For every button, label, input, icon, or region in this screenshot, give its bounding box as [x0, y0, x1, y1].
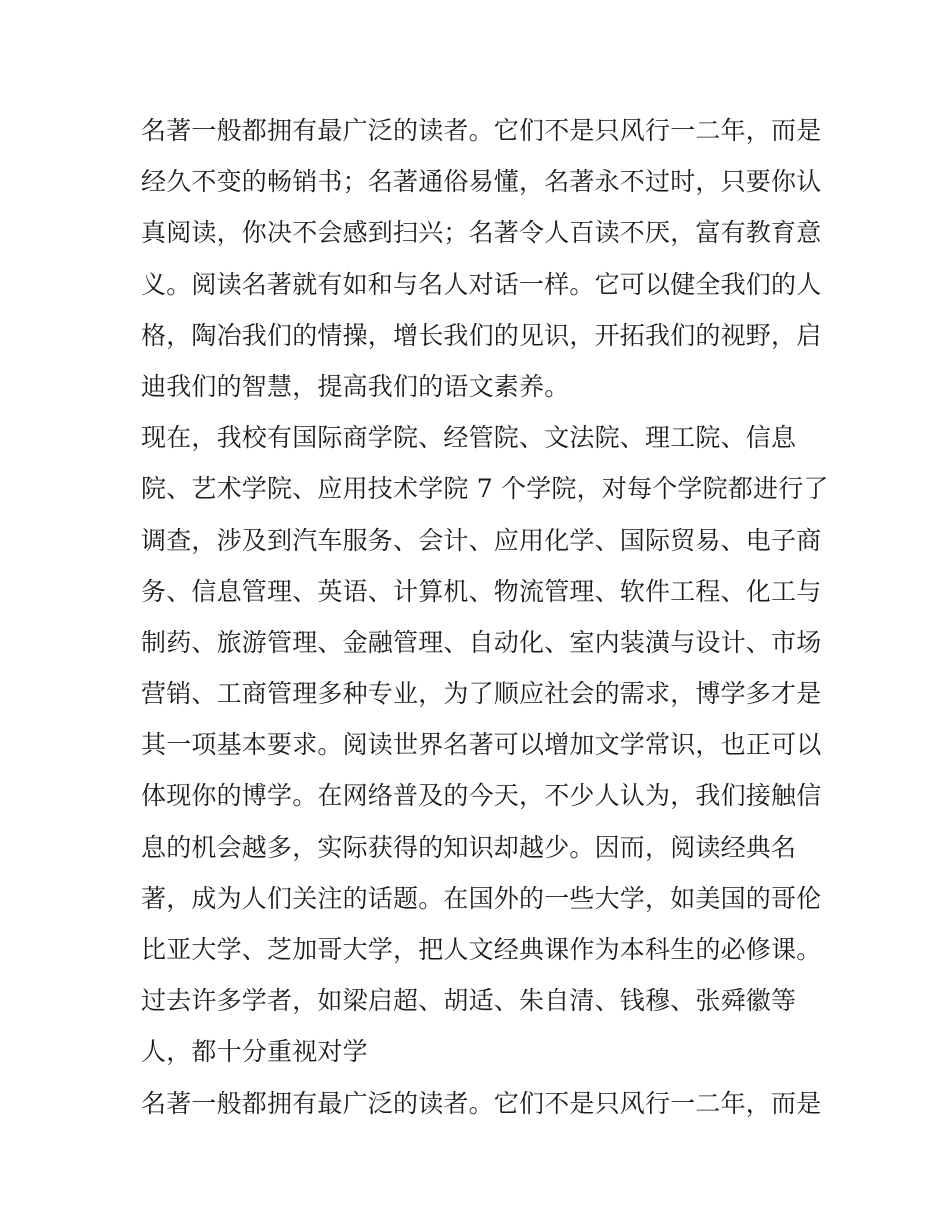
text-line: 营销、工商管理多种专业，为了顺应社会的需求，博学多才是: [141, 679, 822, 709]
text-line: 务、信息管理、英语、计算机、物流管理、软件工程、化工与: [141, 576, 822, 606]
text-line: 比亚大学、芝加哥大学，把人文经典课作为本科生的必修课。: [141, 935, 822, 964]
text-line: 调查，涉及到汽车服务、会计、应用化学、国际贸易、电子商: [141, 525, 822, 555]
text-line: 格，陶冶我们的情操，增长我们的见识，开拓我们的视野，启: [141, 320, 822, 350]
text-line: 过去许多学者，如梁启超、胡适、朱自清、钱穆、张舜徽等: [141, 986, 797, 1016]
text-line: 体现你的博学。在网络普及的今天，不少人认为，我们接触信: [141, 781, 822, 811]
text-line: 息的机会越多，实际获得的知识却越少。因而，阅读经典名: [141, 832, 797, 862]
text-line: 经久不变的畅销书；名著通俗易懂，名著永不过时，只要你认: [141, 167, 822, 197]
text-line: 名著一般都拥有最广泛的读者。它们不是只风行一二年，而是: [141, 116, 822, 145]
text-line: 院、艺术学院、应用技术学院 7 个学院，对每个学院都进行了: [141, 474, 829, 504]
text-line: 义。阅读名著就有如和与名人对话一样。它可以健全我们的人: [141, 269, 822, 299]
text-line: 现在，我校有国际商学院、经管院、文法院、理工院、信息: [141, 423, 797, 453]
text-line: 制药、旅游管理、金融管理、自动化、室内装潢与设计、市场: [141, 627, 822, 657]
text-line: 迪我们的智慧，提高我们的语文素养。: [141, 371, 570, 401]
text-line: 著，成为人们关注的话题。在国外的一些大学，如美国的哥伦: [141, 883, 822, 913]
text-line: 人，都十分重视对学: [141, 1037, 368, 1067]
document-body: [141, 105, 829, 1129]
text-line: 名著一般都拥有最广泛的读者。它们不是只风行一二年，而是: [141, 1088, 822, 1118]
text-line: 其一项基本要求。阅读世界名著可以增加文学常识，也正可以: [141, 730, 822, 760]
text-line: 真阅读，你决不会感到扫兴；名著令人百读不厌，富有教育意: [141, 218, 822, 248]
